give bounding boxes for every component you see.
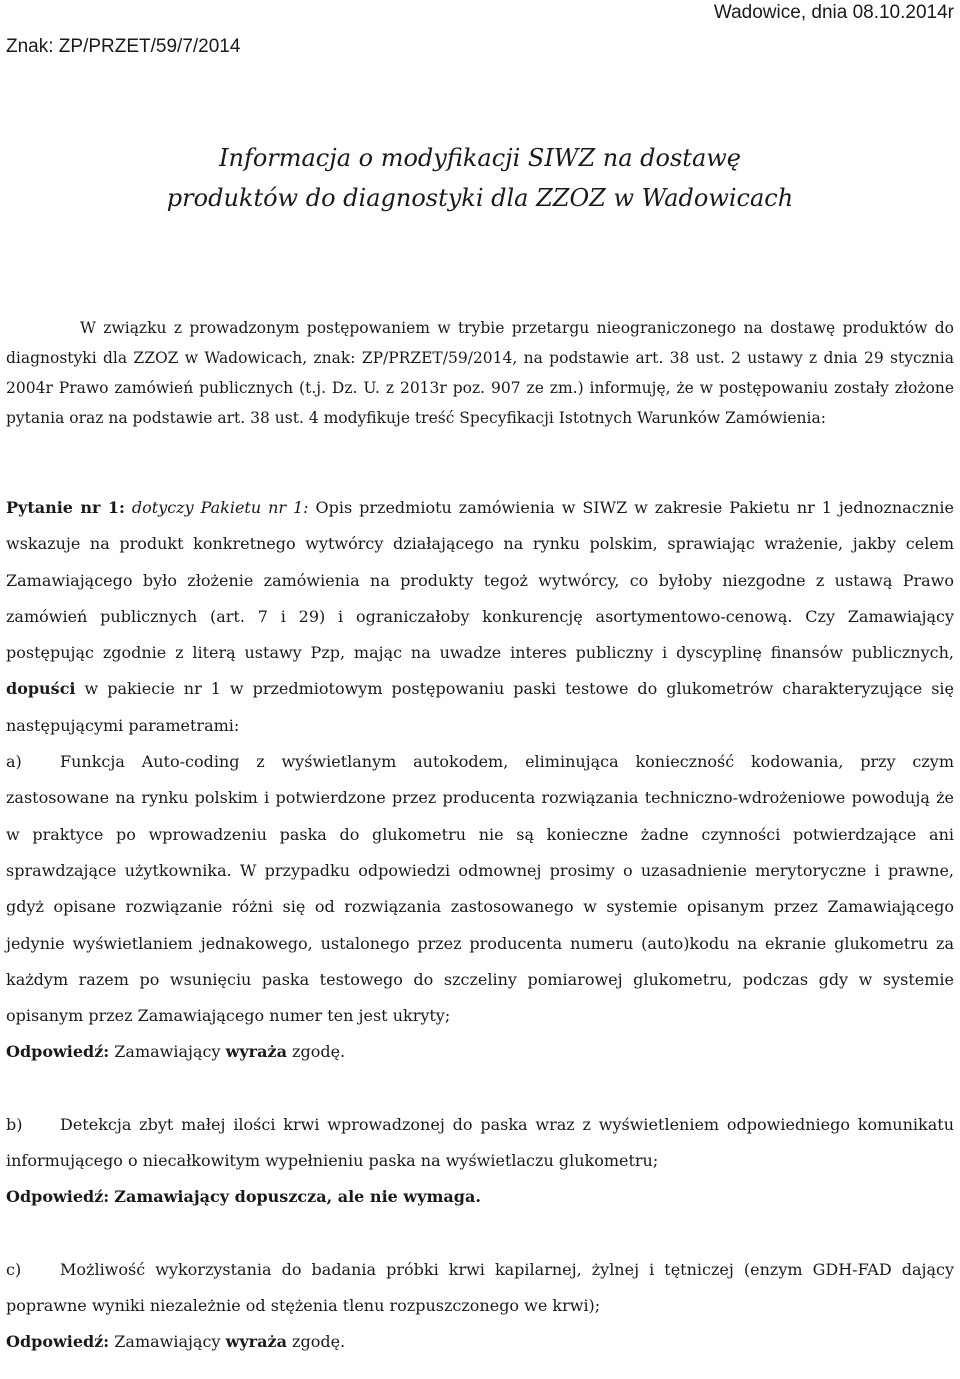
- answer-a-label: Odpowiedź:: [6, 1042, 110, 1062]
- question-scope: dotyczy Pakietu nr 1:: [131, 498, 309, 517]
- question-1: [6, 490, 954, 744]
- document-reference: Znak: ZP/PRZET/59/7/2014: [6, 36, 241, 57]
- document-date: Wadowice, dnia 08.10.2014r: [713, 2, 954, 23]
- spacer: [6, 1071, 954, 1107]
- item-a-text: Funkcja Auto-coding z wyświetlanym autokodem, eliminująca konieczność kodowania, przy czym zastosowane na rynku polskim i potwierdzone przez producenta rozwiązania techniczno-wdrożeniowe powodują że w praktyce po wprowadzeniu paska do glukometru nie są konieczne żadne czynności potwierdzające ani sprawdzające użytkownika. W przypadku odpowiedzi odmownej prosimy o uzasadnienie merytoryczne i prawne, gdyż opisane rozwiązanie różni się od rozwiązania zastosowanego w systemie opisanym przez Zamawiającego jedynie wyświetlaniem jednakowego, ustalonego przez producenta numeru (auto)kodu na ekranie glukometru za każdym razem po wsunięciu paska testowego do szczeliny pomiarowej glukometru, podczas gdy w systemie opisanym przez Zamawiającego numer ten jest ukryty;: [6, 752, 954, 1026]
- answer-a-post: zgodę.: [292, 1042, 346, 1062]
- item-a-marker: a): [6, 752, 22, 772]
- question-text: Opis przedmiotu zamówienia w SIWZ w zakresie Pakietu nr 1 jednoznacznie wskazuje na produkt konkretnego wytwórcy działającego na rynku polskim, sprawiając wrażenie, jakby celem Zamawiającego było złożenie zamówienia na produkty tegoż wytwórcy, co byłoby niezgodne z ustawą Prawo zamówień publicznych (art. 7 i 29) i ograniczałoby konkurencję asortymentowo-cenową. Czy Zamawiający postępując zgodnie z literą ustawy Pzp, mając na uwadze interes publiczny i dyscyplinę finansów publicznych,: [6, 498, 954, 663]
- answer-a-bold: wyraża: [225, 1042, 287, 1062]
- question-text-end: w pakiecie nr 1 w przedmiotowym postępowaniu paski testowe do glukometrów charakteryzujące się następującymi parametrami:: [6, 679, 954, 735]
- answer-a: [6, 1034, 954, 1070]
- item-b: [6, 1107, 954, 1180]
- answer-b: [6, 1179, 954, 1215]
- answer-a-pre: Zamawiający: [114, 1042, 221, 1062]
- answer-c-pre: Zamawiający: [114, 1332, 221, 1352]
- item-a: [6, 744, 954, 1034]
- item-b-text: Detekcja zbyt małej ilości krwi wprowadzonej do paska wraz z wyświetleniem odpowiedniego komunikatu informującego o niecałkowitym wypełnieniu paska na wyświetlaczu glukometru;: [6, 1114, 954, 1171]
- title-line-2: produktów do diagnostyki dla ZZOZ w Wadowicach: [166, 184, 794, 212]
- answer-c-label: Odpowiedź:: [6, 1332, 110, 1352]
- document-title: [0, 138, 960, 218]
- answer-c: [6, 1324, 954, 1360]
- document-body: [6, 490, 954, 1361]
- item-b-marker: b): [6, 1114, 23, 1134]
- answer-c-bold: wyraża: [225, 1332, 287, 1352]
- answer-b-text: Zamawiający dopuszcza, ale nie wymaga.: [114, 1187, 481, 1207]
- question-label: Pytanie nr 1:: [6, 498, 125, 517]
- answer-c-post: zgodę.: [292, 1332, 346, 1352]
- question-bold-word: dopuści: [6, 679, 76, 699]
- item-c-text: Możliwość wykorzystania do badania próbki krwi kapilarnej, żylnej i tętniczej (enzym GDH-FAD dający poprawne wyniki niezależnie od stężenia tlenu rozpuszczonego we krwi);: [6, 1259, 954, 1315]
- answer-b-label: Odpowiedź:: [6, 1187, 110, 1207]
- item-c: [6, 1252, 954, 1325]
- spacer: [6, 1216, 954, 1252]
- title-line-1: Informacja o modyfikacji SIWZ na dostawę: [219, 144, 741, 172]
- intro-paragraph: W związku z prowadzonym postępowaniem w trybie przetargu nieograniczonego na dostawę produktów do diagnostyki dla ZZOZ w Wadowicach, znak: ZP/PRZET/59/2014, na podstawie art. 38 ust. 2 ustawy z dnia 29 stycznia 2004r Prawo zamówień publicznych (t.j. Dz. U. z 2013r poz. 907 ze zm.) informuję, że w postępowaniu zostały złożone pytania oraz na podstawie art. 38 ust. 4 modyfikuje treść Specyfikacji Istotnych Warunków Zamówienia:: [6, 319, 954, 427]
- item-c-marker: c): [6, 1259, 22, 1279]
